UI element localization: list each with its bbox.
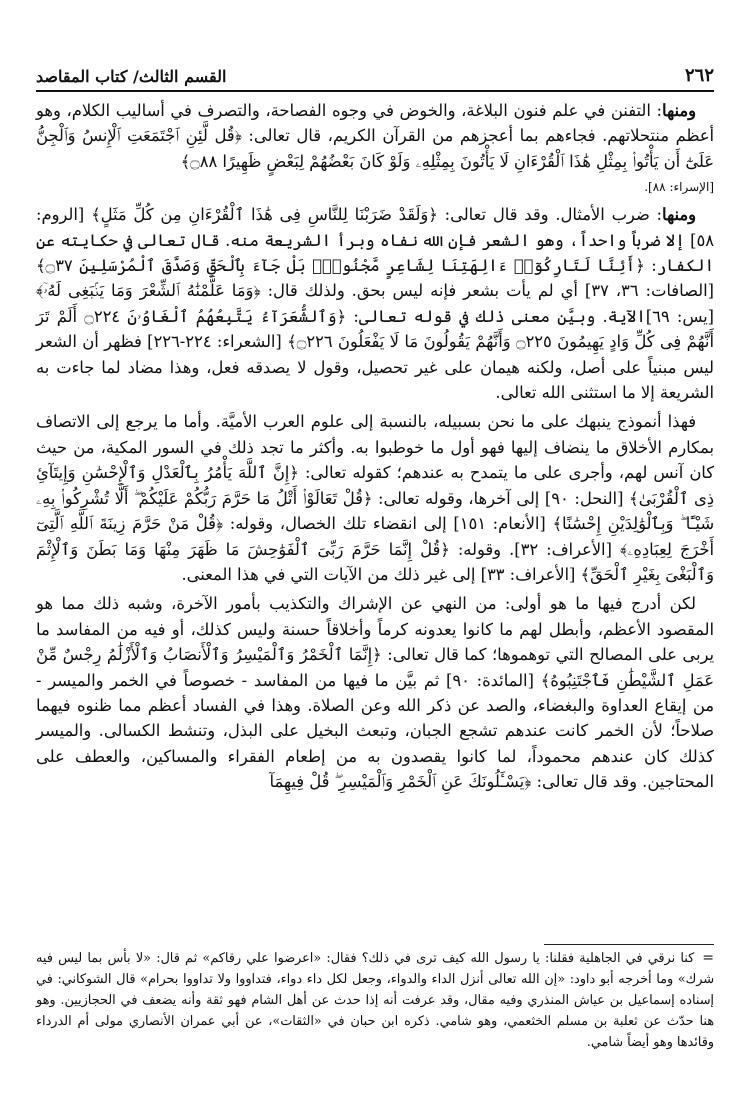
main-text <box>36 98 714 799</box>
paragraph-text: : ضرب الأمثال. وقد قال تعالى: ﴿وَلَقَدْ ضَرَبْنَا لِلنَّاسِ فِى هَٰذَا ٱلْقُرْءَانِ مِن كُلِّ مَثَلٍ﴾ [الروم: ٥٨] إلا ضرباً واحداً، وهو الشعر فإن الله نفاه وبرأ الشريعة منه. قال تعالى في حكايته عن الكفار: ﴿أَئِنَّا لَتَارِكُوٓا۟ ءَالِهَتِنَا لِشَاعِرٍ مَّجْنُونٍۭ بَلْ جَآءَ بِٱلْحَقِّ وَصَدَّقَ ٱلْمُرْسَلِينَ ۝٣٧﴾ [الصافات: ٣٦، ٣٧] أي لم يأت بشعر فإنه ليس بحق. ولذلك قال: ﴿وَمَا عَلَّمْنَٰهُ ٱلشِّعْرَ وَمَا يَنۢبَغِى لَهُۥٓ﴾ [يس: ٦٩]الآية. وبيَّن معنى ذلك في قوله تعالى: ﴿وَٱلشُّعَرَآءُ يَتَّبِعُهُمُ ٱلْغَاوُۥنَ ۝٢٢٤ أَلَمْ تَرَ أَنَّهُمْ فِى كُلِّ وَادٍ يَهِيمُونَ ۝٢٢٥ وَأَنَّهُمْ يَقُولُونَ مَا لَا يَفْعَلُونَ ۝٢٢٦﴾ [الشعراء: ٢٢٤-٢٢٦] فظهر أن الشعر ليس مبنياً على أصل، ولكنه هيمان على غير تحصيل، وقول لا يصدقه فعل، وهذا مضاد لما جاءت به الشريعة إلا ما استثنى الله تعالى. <box>36 205 714 403</box>
header-rule <box>36 90 714 92</box>
paragraph-lead: ومنها <box>662 205 696 225</box>
running-title: القسم الثالث/ كتاب المقاصد <box>36 67 227 86</box>
verse-citation: [الإسراء: ٨٨]. <box>644 180 714 195</box>
footnote-text: كنا نرقي في الجاهلية فقلنا: يا رسول الله كيف ترى في ذلك؟ فقال: «اعرضوا علي رقاكم» ثم قال: «لا بأس بما ليس فيه شرك» وما أخرجه أبو داود: «إن الله تعالى أنزل الداء والدواء، وجعل لكل داء دواء، فتداووا ولا تداووا بحرام» قال الشوكاني: في إسناده إسماعيل بن عياش المنذري وفيه مقال، وقد عرفت أنه إذا حدث عن أهل الشام فهو ثقة وأنه يضعف في الحجازيين. وهو هنا حدّث عن ثعلبة بن مسلم الخثعمي، وهو شامي. ذكره ابن حبان في «الثقات»، عن أبي عمران الأنصاري مولى أم الدرداء وقائدها وهو أيضاً شامي. <box>36 951 714 1050</box>
paragraph-poetry <box>36 202 714 405</box>
footnote-continuation-mark: = <box>702 950 714 966</box>
paragraph-ethics: فهذا أنموذج ينبهك على ما نحن بسبيله، بالنسبة إلى علوم العرب الأميَّة. وأما ما يرجع إلى الاتصاف بمكارم الأخلاق ما ينضاف إليها فهو أول ما خوطبوا به. وأكثر ما تجد ذلك في السور المكية، من حيث كان آنس لهم، وأجرى على ما يتمدح به عندهم؛ كقوله تعالى: ﴿إِنَّ ٱللَّهَ يَأْمُرُ بِٱلْعَدْلِ وَٱلْإِحْسَٰنِ وَإِيتَآئِ ذِى ٱلْقُرْبَىٰ﴾ [النحل: ٩٠] إلى آخرها، وقوله تعالى: ﴿قُلْ تَعَالَوْا۟ أَتْلُ مَا حَرَّمَ رَبُّكُمْ عَلَيْكُمْ ۖ أَلَّا تُشْرِكُوا۟ بِهِۦ شَيْـًٔا ۖ وَبِٱلْوَٰلِدَيْنِ إِحْسَٰنًا﴾ [الأنعام: ١٥١] إلى انقضاء تلك الخصال، وقوله: ﴿قُلْ مَنْ حَرَّمَ زِينَةَ ٱللَّهِ ٱلَّتِىٓ أَخْرَجَ لِعِبَادِهِۦ﴾ [الأعراف: ٣٢]. وقوله: ﴿قُلْ إِنَّمَا حَرَّمَ رَبِّىَ ٱلْفَوَٰحِشَ مَا ظَهَرَ مِنْهَا وَمَا بَطَنَ وَٱلْإِثْمَ وَٱلْبَغْىَ بِغَيْرِ ٱلْحَقِّ﴾ [الأعراف: ٣٣] إلى غير ذلك من الآيات التي في هذا المعنى. <box>36 412 714 584</box>
paragraph-rhetoric <box>36 98 714 174</box>
paragraph-wine-gambling: لكن أدرج فيها ما هو أولى: من النهي عن الإشراك والتكذيب بأمور الآخرة، وشبه ذلك مما هو المقصود الأعظم، وأبطل لهم ما كانوا يعدونه كرماً وأخلاقاً حسنة وليس كذلك، أو فيه من المفاسد ما يربى على المصالح التي توهموها؛ كما قال تعالى: ﴿إِنَّمَا ٱلْخَمْرُ وَٱلْمَيْسِرُ وَٱلْأَنصَابُ وَٱلْأَزْلَٰمُ رِجْسٌ مِّنْ عَمَلِ ٱلشَّيْطَٰنِ فَٱجْتَنِبُوهُ﴾ [المائدة: ٩٠] ثم بيَّن ما فيها من المفاسد - خصوصاً في الخمر والميسر - من إيقاع العداوة والبغضاء، والصد عن ذكر الله وعن الصلاة. وهذا في الفساد أعظم مما ظنوه فيهما صلاحاً؛ لأن الخمر كانت عندهم تشجع الجبان، وتبعث البخيل على البذل، وتنشط الكسالى. والميسر كذلك كان عندهم محموداً، لما كانوا يقصدون به من إطعام الفقراء والمساكين، والعطف على المحتاجين. وقد قال تعالى: ﴿يَسْـَٔلُونَكَ عَنِ ٱلْخَمْرِ وَٱلْمَيْسِرِ ۖ قُلْ فِيهِمَآ <box>36 594 714 792</box>
footnote <box>36 948 714 1053</box>
paragraph-lead: ومنها <box>662 101 696 120</box>
paragraph-text: : التفنن في علم فنون البلاغة، والخوض في وجوه الفصاحة، والتصرف في أساليب الكلام، وهو أعظم منتحلاتهم. فجاءهم بما أعجزهم من القرآن الكريم، قال تعالى: ﴿قُل لَّئِنِ ٱجْتَمَعَتِ ٱلْإِنسُ وَٱلْجِنُّ عَلَىٰٓ أَن يَأْتُوا۟ بِمِثْلِ هَٰذَا ٱلْقُرْءَانِ لَا يَأْتُونَ بِمِثْلِهِۦ وَلَوْ كَانَ بَعْضُهُمْ لِبَعْضٍ ظَهِيرًا ۝٨٨﴾ <box>36 101 714 171</box>
page-header <box>36 62 714 86</box>
page-number: ٢٦٢ <box>684 65 714 86</box>
footnote-separator <box>544 944 714 945</box>
